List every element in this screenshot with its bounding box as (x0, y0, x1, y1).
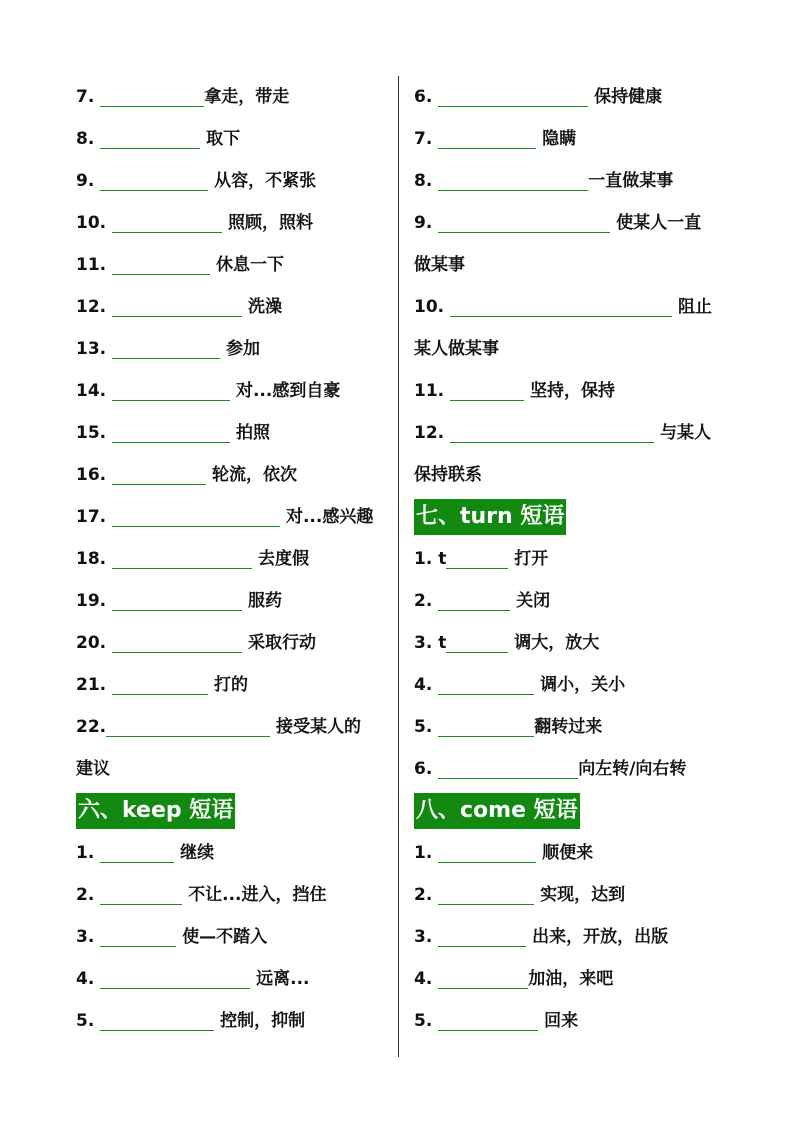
item-meaning: 继续 (180, 843, 215, 863)
item-meaning: 向左转/向右转 (578, 759, 687, 779)
list-item (76, 580, 396, 622)
item-meaning: 隐瞒 (542, 129, 577, 149)
list-item (414, 412, 734, 454)
list-item-continuation (76, 748, 396, 790)
answer-blank[interactable] (438, 874, 534, 905)
column-divider (398, 76, 399, 1057)
list-item (414, 706, 734, 748)
answer-blank[interactable] (446, 538, 508, 569)
list-item-continuation (414, 244, 734, 286)
list-item (76, 916, 396, 958)
item-meaning: 控制，抑制 (220, 1011, 306, 1031)
item-number: 11. (414, 381, 445, 401)
answer-blank[interactable] (100, 874, 182, 905)
list-item (76, 160, 396, 202)
item-meaning: 参加 (225, 339, 260, 359)
answer-blank[interactable] (112, 496, 280, 527)
list-item (76, 286, 396, 328)
list-item (414, 874, 734, 916)
answer-blank[interactable] (112, 622, 242, 653)
answer-blank[interactable] (112, 412, 230, 443)
item-meaning: 轮流，依次 (211, 465, 297, 485)
item-number: 5. (414, 717, 433, 737)
list-item (76, 538, 396, 580)
item-meaning: 接受某人的 (276, 717, 362, 737)
item-number: 13. (76, 339, 107, 359)
answer-blank[interactable] (438, 916, 526, 947)
item-meaning: 照顾，照料 (227, 213, 313, 233)
item-number: 7. (414, 129, 433, 149)
item-number: 17. (76, 507, 107, 527)
item-meaning: 服药 (247, 591, 282, 611)
item-number: 19. (76, 591, 107, 611)
item-meaning: 阻止 (677, 297, 712, 317)
item-number: 14. (76, 381, 107, 401)
item-number: 10. (414, 297, 445, 317)
item-meaning: 从容，不紧张 (214, 171, 317, 191)
item-meaning: 与某人 (659, 423, 711, 443)
item-number: 5. (76, 1011, 95, 1031)
item-meaning: 休息一下 (215, 255, 284, 275)
item-meaning: 洗澡 (247, 297, 282, 317)
item-meaning: 翻转过来 (534, 717, 603, 737)
item-meaning: 调大，放大 (514, 633, 600, 653)
item-number: 15. (76, 423, 107, 443)
answer-blank[interactable] (438, 832, 536, 863)
item-number: 10. (76, 213, 107, 233)
answer-blank[interactable] (438, 748, 578, 779)
answer-blank[interactable] (100, 916, 176, 947)
answer-blank[interactable] (450, 370, 524, 401)
item-number: 6. (414, 87, 433, 107)
list-item (76, 370, 396, 412)
section-title: 七、turn 短语 (414, 499, 566, 535)
item-meaning: 打的 (213, 675, 248, 695)
item-meaning: 一直做某事 (588, 171, 674, 191)
answer-blank[interactable] (100, 160, 208, 191)
section-title: 六、keep 短语 (76, 793, 235, 829)
item-meaning: 去度假 (257, 549, 309, 569)
answer-blank[interactable] (438, 202, 610, 233)
list-item (414, 370, 734, 412)
item-meaning: 打开 (514, 549, 549, 569)
list-item (76, 874, 396, 916)
item-number: 9. (414, 213, 433, 233)
answer-blank[interactable] (100, 958, 250, 989)
answer-blank[interactable] (106, 706, 270, 737)
item-number: 18. (76, 549, 107, 569)
item-number: 8. (414, 171, 433, 191)
item-meaning: 使某人一直 (616, 213, 702, 233)
item-number: 1. t (414, 549, 447, 569)
answer-blank[interactable] (438, 76, 588, 107)
list-item (76, 328, 396, 370)
item-number: 4. (414, 969, 433, 989)
list-item-continuation (414, 454, 734, 496)
answer-blank[interactable] (438, 580, 510, 611)
item-meaning: 不让...进入，挡住 (188, 885, 327, 905)
answer-blank[interactable] (112, 328, 220, 359)
item-meaning: 使—不踏入 (182, 927, 268, 947)
list-item-continuation (414, 328, 734, 370)
item-meaning: 对...感兴趣 (285, 507, 374, 527)
item-meaning: 拿走，带走 (204, 87, 290, 107)
section-heading-come (414, 790, 734, 832)
item-number: 6. (414, 759, 433, 779)
item-number: 3. (76, 927, 95, 947)
section-heading-turn (414, 496, 734, 538)
list-item (414, 580, 734, 622)
answer-blank[interactable] (112, 664, 208, 695)
answer-blank[interactable] (112, 580, 242, 611)
item-number: 4. (76, 969, 95, 989)
item-meaning: 对...感到自豪 (235, 381, 341, 401)
item-meaning: 远离... (256, 969, 310, 989)
item-meaning: 采取行动 (247, 633, 316, 653)
item-number: 5. (414, 1011, 433, 1031)
answer-blank[interactable] (112, 538, 252, 569)
list-item (414, 748, 734, 790)
answer-blank[interactable] (446, 622, 508, 653)
list-item (76, 202, 396, 244)
item-meaning: 某人做某事 (414, 339, 499, 359)
list-item (76, 664, 396, 706)
list-item (76, 706, 396, 748)
item-meaning: 顺便来 (542, 843, 594, 863)
list-item (414, 832, 734, 874)
item-meaning: 保持联系 (414, 465, 482, 485)
item-meaning: 保持健康 (594, 87, 663, 107)
list-item (76, 622, 396, 664)
answer-blank[interactable] (438, 1000, 538, 1031)
item-meaning: 调小，关小 (540, 675, 626, 695)
list-item (76, 118, 396, 160)
item-number: 7. (76, 87, 95, 107)
answer-blank[interactable] (100, 76, 204, 107)
list-item (76, 958, 396, 1000)
item-number: 2. (414, 885, 433, 905)
item-meaning: 回来 (544, 1011, 579, 1031)
answer-blank[interactable] (100, 1000, 214, 1031)
item-meaning: 坚持，保持 (529, 381, 615, 401)
list-item (414, 1000, 734, 1042)
list-item (414, 622, 734, 664)
item-number: 3. t (414, 633, 447, 653)
item-meaning: 出来，开放，出版 (532, 927, 669, 947)
list-item (76, 832, 396, 874)
answer-blank[interactable] (112, 370, 230, 401)
item-number: 21. (76, 675, 107, 695)
list-item (414, 664, 734, 706)
list-item (414, 76, 734, 118)
answer-blank[interactable] (450, 412, 654, 443)
answer-blank[interactable] (438, 706, 534, 737)
answer-blank[interactable] (100, 832, 174, 863)
list-item (76, 454, 396, 496)
answer-blank[interactable] (112, 202, 222, 233)
item-number: 12. (414, 423, 445, 443)
item-number: 4. (414, 675, 433, 695)
item-number: 8. (76, 129, 95, 149)
item-meaning: 取下 (206, 129, 241, 149)
item-number: 3. (414, 927, 433, 947)
item-meaning: 建议 (76, 759, 110, 779)
item-meaning: 做某事 (414, 255, 465, 275)
item-number: 16. (76, 465, 107, 485)
list-item (76, 496, 396, 538)
answer-blank[interactable] (450, 286, 672, 317)
item-meaning: 实现，达到 (540, 885, 626, 905)
answer-blank[interactable] (438, 958, 528, 989)
item-number: 1. (414, 843, 433, 863)
answer-blank[interactable] (112, 454, 206, 485)
list-item (76, 1000, 396, 1042)
item-number: 9. (76, 171, 95, 191)
list-item (414, 958, 734, 1000)
item-number: 1. (76, 843, 95, 863)
answer-blank[interactable] (438, 664, 534, 695)
answer-blank[interactable] (438, 160, 588, 191)
list-item (414, 118, 734, 160)
right-column (414, 76, 734, 1042)
left-column (76, 76, 396, 1042)
item-meaning: 关闭 (516, 591, 551, 611)
list-item (76, 244, 396, 286)
item-number: 2. (76, 885, 95, 905)
item-number: 22. (76, 717, 107, 737)
item-number: 20. (76, 633, 107, 653)
answer-blank[interactable] (112, 286, 242, 317)
list-item (76, 412, 396, 454)
list-item (414, 538, 734, 580)
list-item (76, 76, 396, 118)
item-meaning: 加油，来吧 (528, 969, 614, 989)
answer-blank[interactable] (100, 118, 200, 149)
answer-blank[interactable] (112, 244, 210, 275)
item-number: 2. (414, 591, 433, 611)
answer-blank[interactable] (438, 118, 536, 149)
section-heading-keep (76, 790, 396, 832)
list-item (414, 286, 734, 328)
item-number: 12. (76, 297, 107, 317)
item-number: 11. (76, 255, 107, 275)
list-item (414, 202, 734, 244)
list-item (414, 160, 734, 202)
list-item (414, 916, 734, 958)
section-title: 八、come 短语 (414, 793, 580, 829)
item-meaning: 拍照 (235, 423, 270, 443)
